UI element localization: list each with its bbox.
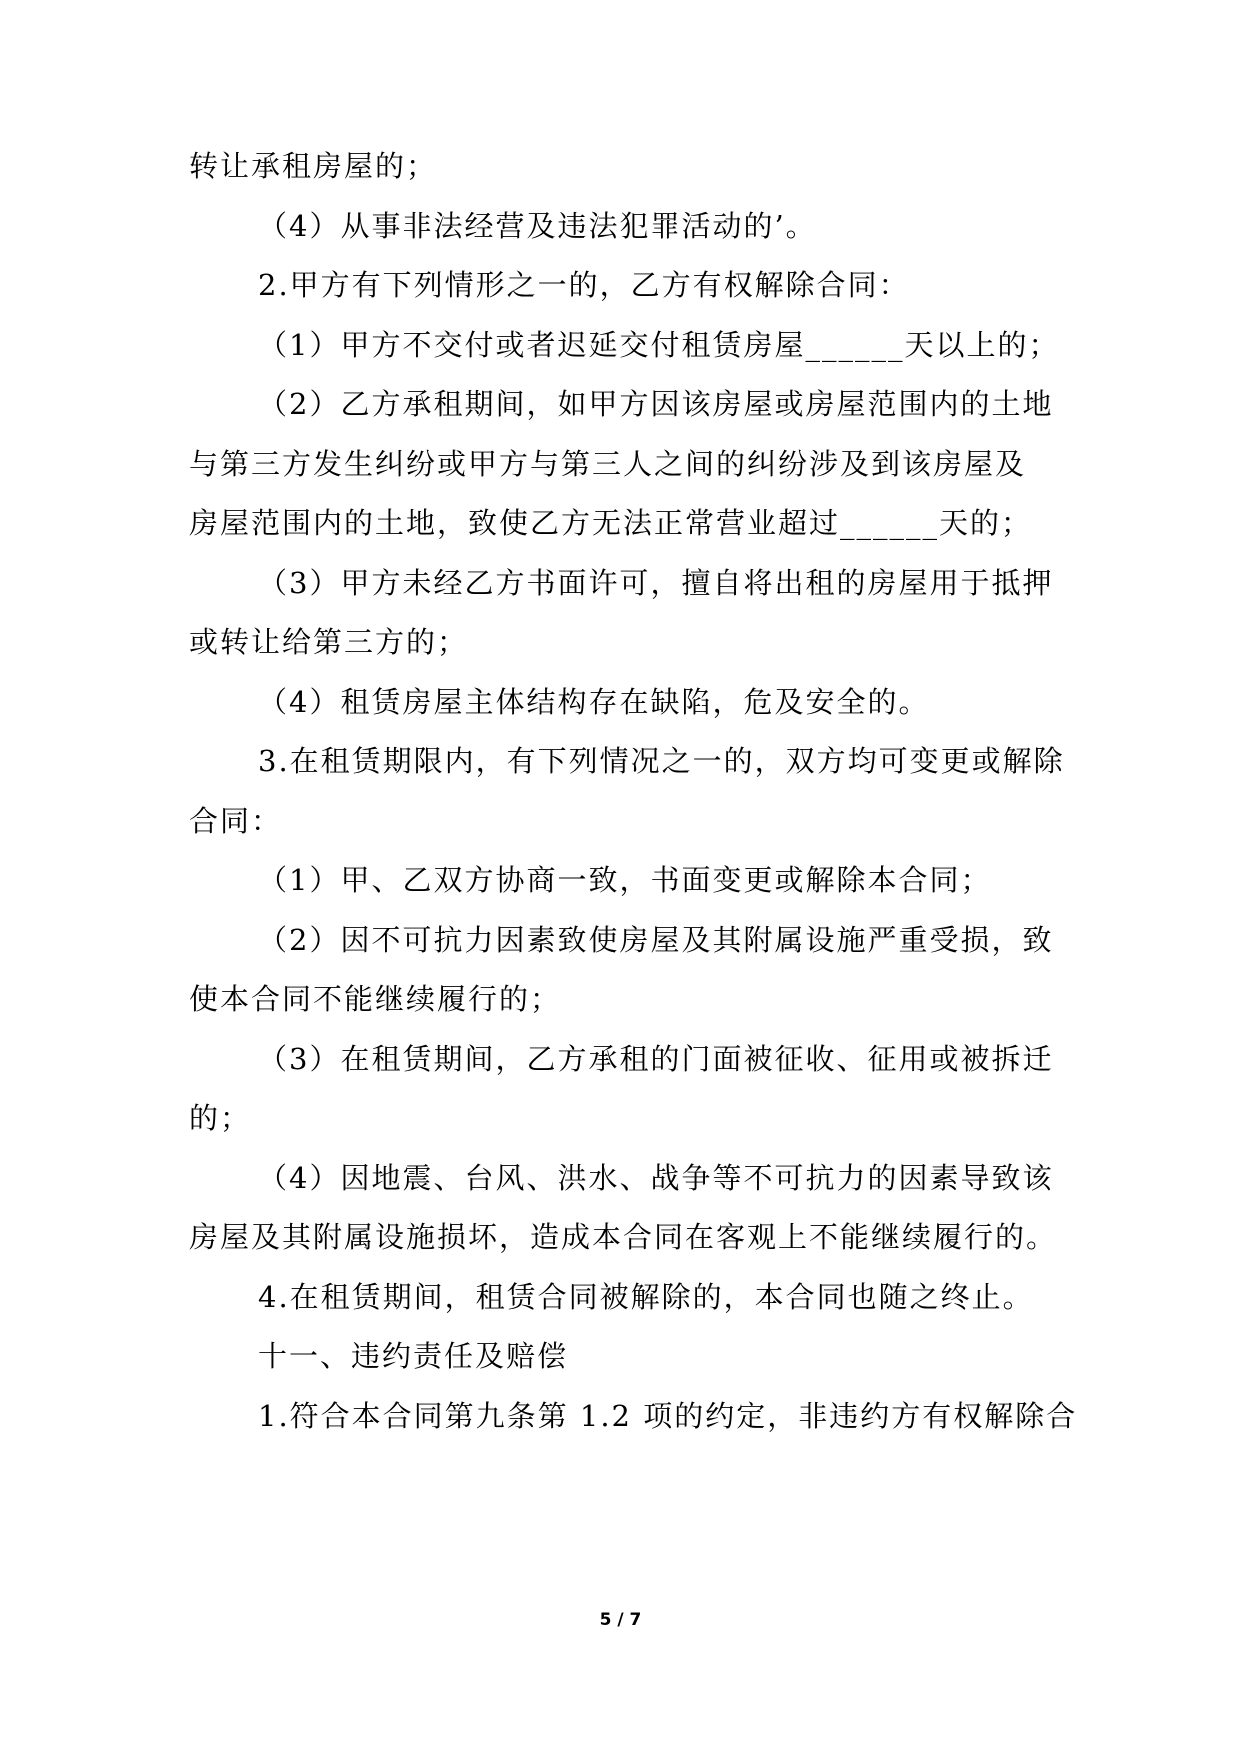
text-line: （1）甲、乙双方协商一致，书面变更或解除本合同；: [258, 863, 992, 897]
text-line: 房屋及其附属设施损坏，造成本合同在客观上不能继续履行的。: [189, 1220, 1058, 1254]
text-line: （1）甲方不交付或者迟延交付租赁房屋______天以上的；: [258, 328, 1060, 362]
text-line: （3）在租赁期间，乙方承租的门面被征收、征用或被拆迁: [258, 1042, 1054, 1076]
text-line: 房屋范围内的土地，致使乙方无法正常营业超过______天的；: [189, 506, 1033, 540]
text-line: 3.在租赁期限内，有下列情况之一的，双方均可变更或解除: [258, 744, 1065, 778]
text-line: 转让承租房屋的；: [189, 149, 438, 183]
text-line: 使本合同不能继续履行的；: [189, 982, 562, 1016]
section-heading: 十一、违约责任及赔偿: [258, 1339, 569, 1373]
text-line: （4）因地震、台风、洪水、战争等不可抗力的因素导致该: [258, 1161, 1054, 1195]
text-line: 4.在租赁期间，租赁合同被解除的，本合同也随之终止。: [258, 1280, 1034, 1314]
text-line: （4）从事非法经营及违法犯罪活动的’。: [258, 209, 817, 243]
text-line: （3）甲方未经乙方书面许可，擅自将出租的房屋用于抵押: [258, 566, 1054, 600]
text-line: 合同：: [189, 804, 283, 838]
text-line: （4）租赁房屋主体结构存在缺陷，危及安全的。: [258, 685, 930, 719]
text-line: （2）乙方承租期间，如甲方因该房屋或房屋范围内的土地: [258, 387, 1054, 421]
text-line: 或转让给第三方的；: [189, 625, 469, 659]
text-line: 2.甲方有下列情形之一的，乙方有权解除合同：: [258, 268, 910, 302]
text-line: 与第三方发生纠纷或甲方与第三人之间的纠纷涉及到该房屋及: [189, 447, 1027, 481]
text-line: 的；: [189, 1101, 252, 1135]
text-line: （2）因不可抗力因素致使房屋及其附属设施严重受损，致: [258, 923, 1054, 957]
page-number: 5 / 7: [599, 1610, 642, 1630]
text-line: 1.符合本合同第九条第 1.2 项的约定，非违约方有权解除合: [258, 1399, 1078, 1433]
